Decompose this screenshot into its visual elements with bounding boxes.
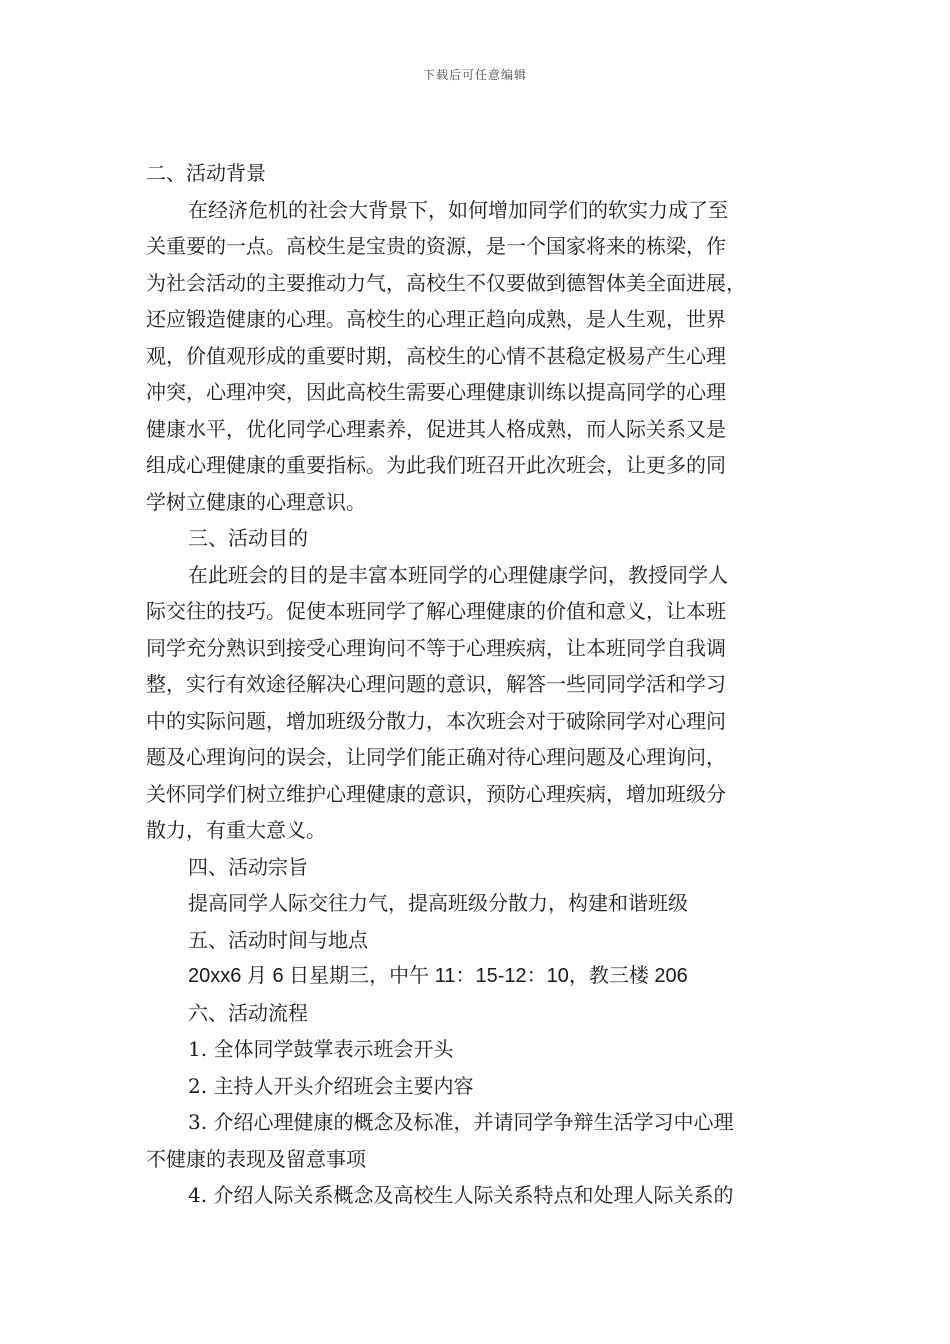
paragraph-line: 散力，有重大意义。 xyxy=(146,818,326,842)
paragraph-line: 关重要的一点。高校生是宝贵的资源，是一个国家将来的栋梁，作 xyxy=(146,234,726,258)
paragraph-line: 中的实际问题，增加班级分散力，本次班会对于破除同学对心理问 xyxy=(146,708,726,733)
process-item-continuation: 不健康的表现及留意事项 xyxy=(146,1146,366,1171)
paragraph-line: 还应锻造健康的心理。高校生的心理正趋向成熟，是人生观，世界 xyxy=(146,307,726,331)
aim-text: 提高同学人际交往力气，提高班级分散力，构建和谐班级 xyxy=(188,891,688,915)
time-place-text: 20xx6 月 6 日星期三，中午 11：15-12：10，教三楼 206 xyxy=(188,965,688,987)
paragraph-line: 组成心理健康的重要指标。为此我们班召开此次班会，让更多的同 xyxy=(146,453,726,477)
section-heading-process: 六、活动流程 xyxy=(188,1000,308,1025)
paragraph-line: 整，实行有效途径解决心理问题的意识，解答一些同同学活和学习 xyxy=(146,672,726,696)
page-header: 下载后可任意编辑 xyxy=(422,68,527,82)
paragraph-line: 冲突，心理冲突，因此高校生需要心理健康训练以提高同学的心理 xyxy=(146,380,726,404)
paragraph-line: 观，价值观形成的重要时期，高校生的心情不甚稳定极易产生心理 xyxy=(146,343,726,368)
paragraph-line: 际交往的技巧。促使本班同学了解心理健康的价值和意义，让本班 xyxy=(146,599,726,623)
paragraph-line: 健康水平，优化同学心理素养，促进其人格成熟，而人际关系又是 xyxy=(146,416,726,441)
section-heading-background: 二、活动背景 xyxy=(146,161,266,185)
document-body xyxy=(146,155,822,1214)
section-heading-aim: 四、活动宗旨 xyxy=(188,854,308,879)
paragraph-line: 题及心理询问的误会，让同学们能正确对待心理问题及心理询问， xyxy=(146,745,726,769)
section-heading-purpose: 三、活动目的 xyxy=(188,526,308,550)
process-item: 2. 主持人开头介绍班会主要内容 xyxy=(188,1073,474,1098)
paragraph-line: 为社会活动的主要推动力气，高校生不仅要做到德智体美全面进展， xyxy=(146,270,746,295)
process-item: 1. 全体同学鼓掌表示班会开头 xyxy=(188,1037,454,1061)
paragraph-line: 在经济危机的社会大背景下，如何增加同学们的软实力成了至 xyxy=(188,197,728,222)
process-item: 4. 介绍人际关系概念及高校生人际关系特点和处理人际关系的 xyxy=(188,1183,734,1207)
paragraph-line: 同学充分熟识到接受心理询问不等于心理疾病，让本班同学自我调 xyxy=(146,635,726,660)
paragraph-line: 关怀同学们树立维护心理健康的意识，预防心理疾病，增加班级分 xyxy=(146,781,726,806)
section-heading-time-place: 五、活动时间与地点 xyxy=(188,927,368,952)
paragraph-line: 在此班会的目的是丰富本班同学的心理健康学问，教授同学人 xyxy=(188,562,728,587)
process-item: 3. 介绍心理健康的概念及标准，并请同学争辩生活学习中心理 xyxy=(188,1110,734,1134)
paragraph-line: 学树立健康的心理意识。 xyxy=(146,489,366,514)
